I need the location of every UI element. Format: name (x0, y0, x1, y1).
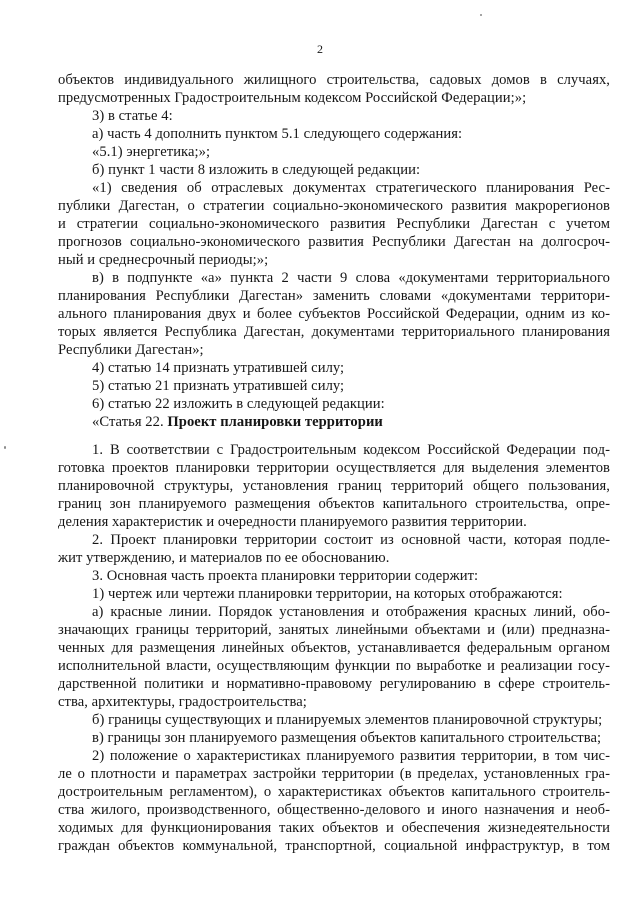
text-line: планирования Республики Дагестан» заменить словами «документами территори- (58, 288, 610, 304)
article-heading (92, 414, 610, 431)
text-line: значающих границы территорий, занятых линейными объектами и (или) предназна- (58, 622, 610, 638)
text-line: б) пункт 1 части 8 изложить в следующей редакции: (92, 162, 421, 178)
scan-speck (4, 446, 6, 449)
text-line: границ зон планируемого размещения объектов капитального строительства, опре- (58, 496, 610, 512)
text-line: Республики Дагестан»; (58, 342, 204, 358)
text-line: ченных для размещения линейных объектов, устанавливается федеральным органом (58, 640, 610, 656)
text-line: 4) статью 14 признать утратившей силу; (92, 360, 345, 376)
text-line: граждан объектов коммунальной, транспортной, социальной инфраструктур, в том (58, 838, 610, 854)
text-line: исполнительной власти, осуществляющим функции по выработке и реализации госу- (58, 658, 610, 674)
text-line: а) часть 4 дополнить пунктом 5.1 следующего содержания: (92, 126, 463, 142)
text-line: а) красные линии. Порядок установления и отображения красных линий, обо- (92, 604, 610, 620)
text-line: «1) сведения об отраслевых документах стратегического планирования Рес- (92, 180, 610, 196)
text-line: деления характеристик и очередности планируемого развития территории. (58, 514, 527, 530)
text-line: 2) положение о характеристиках планируемого развития территории, в том чис- (92, 748, 610, 764)
page-number: 2 (317, 42, 323, 56)
text-line: в) в подпункте «а» пункта 2 части 9 слова «документами территориального (92, 270, 610, 286)
text-line: достроительным регламентом), о характеристиках объектов капитального строитель- (58, 784, 610, 800)
text-line: ства жилого, производственного, общественно-делового и иного назначения и необ- (58, 802, 610, 818)
article-heading-title: Проект планировки территории (167, 414, 383, 430)
article-heading-prefix: «Статья 22. (92, 414, 168, 430)
text-line: 2. Проект планировки территории состоит из основной части, которая подле- (92, 532, 610, 548)
text-line: публики Дагестан, о стратегии социально-экономического развития макрорегионов (58, 198, 610, 214)
text-line: жит утверждению, и материалов по ее обоснованию. (58, 550, 390, 566)
text-line: 5) статью 21 признать утратившей силу; (92, 378, 345, 394)
text-line: 3. Основная часть проекта планировки территории содержит: (92, 568, 479, 584)
text-line: 3) в статье 4: (92, 108, 173, 124)
text-line: дарственной политики и нормативно-правовому регулированию в сфере строитель- (58, 676, 610, 692)
text-line: планировочной структуры, установления границ территорий общего пользования, (58, 478, 610, 494)
scan-speck (480, 14, 482, 16)
text-line: ный и среднесрочный периоды;»; (58, 252, 269, 268)
text-line: прогнозов социально-экономического развития Республики Дагестан на долгосроч- (58, 234, 610, 250)
text-line: 6) статью 22 изложить в следующей редакции: (92, 396, 385, 412)
text-line: 1. В соответствии с Градостроительным кодексом Российской Федерации под- (92, 442, 610, 458)
text-line: и стратегии социально-экономического развития Республики Дагестан с учетом (58, 216, 610, 232)
text-line: объектов индивидуального жилищного строительства, садовых домов в случаях, (58, 72, 610, 88)
text-line: готовка проектов планировки территории осуществляется для выделения элементов (58, 460, 610, 476)
text-line: ходимых для функционирования таких объектов и обеспечения жизнедеятельности (58, 820, 610, 836)
text-line: в) границы зон планируемого размещения объектов капитального строительства; (92, 730, 602, 746)
text-line: б) границы существующих и планируемых элементов планировочной структуры; (92, 712, 603, 728)
text-line: 1) чертеж или чертежи планировки территории, на которых отображаются: (92, 586, 563, 602)
text-line: ле о плотности и параметрах застройки территории (в пределах, установленных гра- (58, 766, 610, 782)
text-line: торых является Республика Дагестан, документами территориального планирования (58, 324, 610, 340)
text-line: предусмотренных Градостроительным кодексом Российской Федерации;»; (58, 90, 527, 106)
text-line: ства, архитектуры, градостроительства; (58, 694, 307, 710)
text-line: ального планирования двух и более субъектов Российской Федерации, одним из ко- (58, 306, 610, 322)
text-line: «5.1) энергетика;»; (92, 144, 211, 160)
